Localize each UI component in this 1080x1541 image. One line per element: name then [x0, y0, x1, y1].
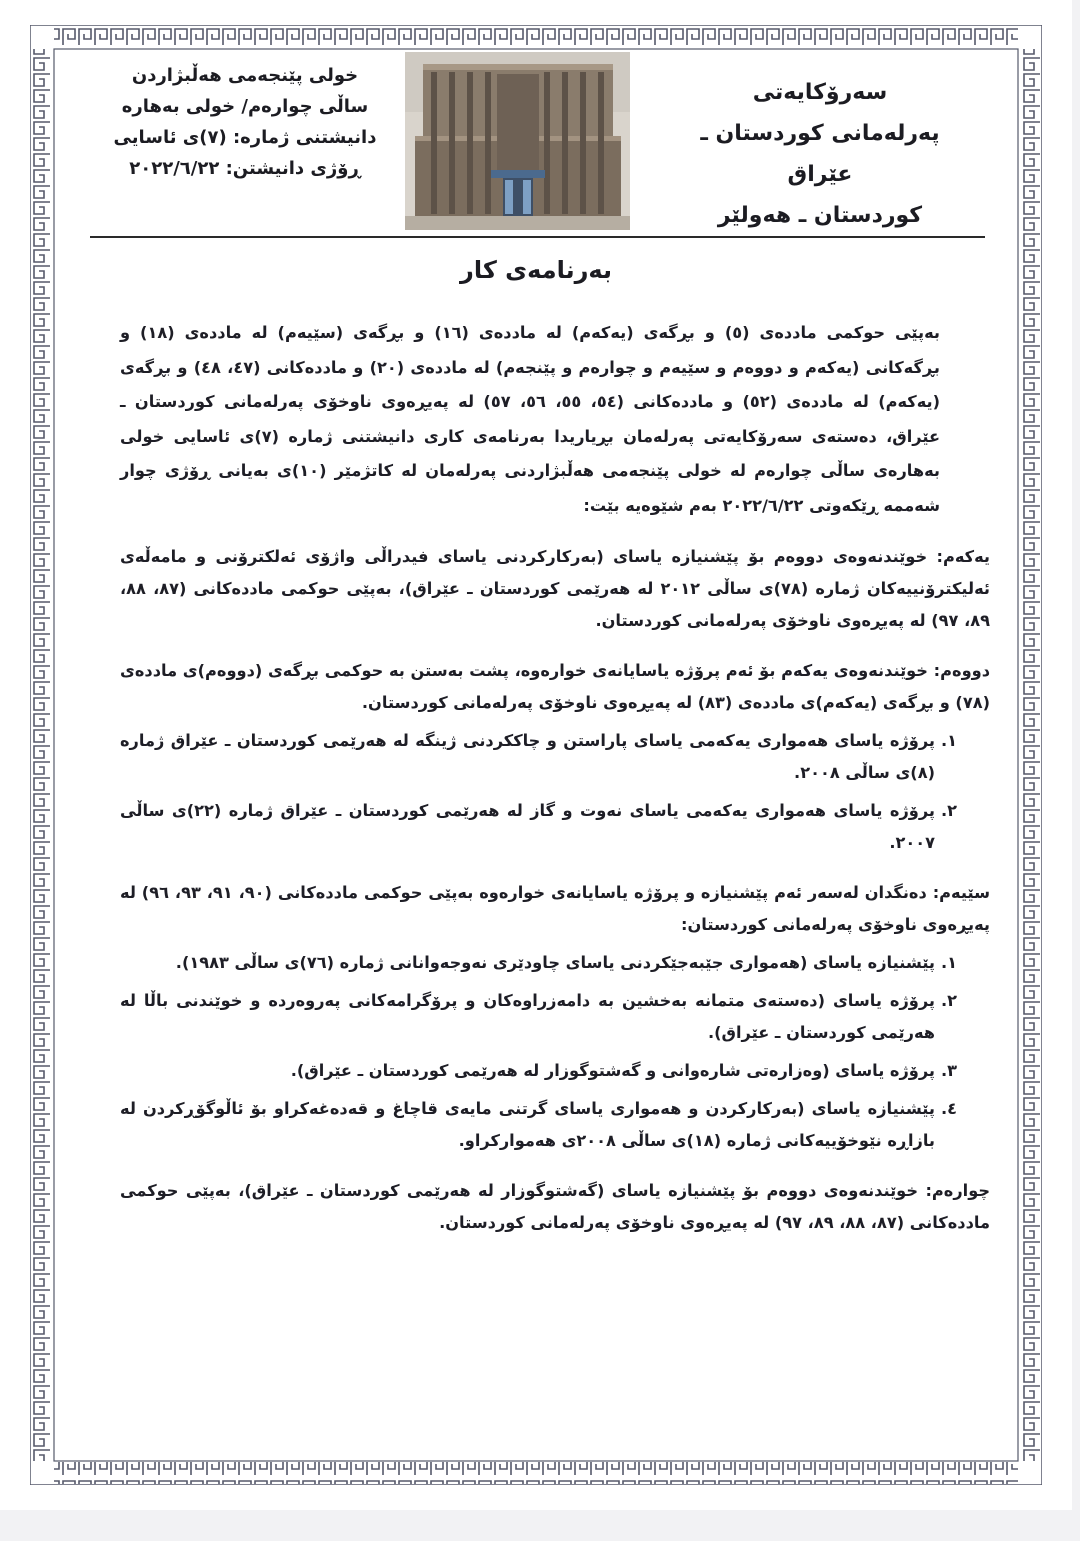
org-presidency: سەرۆکایەتی: [752, 80, 888, 105]
section-text: خوێندنەوەی یەکەم بۆ ئەم پرۆژە یاسایانەی خوارەوە، پشت بەستن بە حوکمی بڕگەی (دووەم)ی ماددەی (٧٨) و بڕگەی (یەکەم)ی ماددەی (٨٣) لە پەیڕەوی ناوخۆی پەرلەمانی کوردستان.: [120, 661, 990, 712]
header-divider: [90, 236, 985, 238]
section-third: [120, 877, 990, 941]
session-info-block: [95, 60, 395, 184]
item-text: پرۆژە یاسای هەمواری یەکەمی یاسای نەوت و گاز لە هەرێمی کوردستان ـ عێراق ژمارە (٢٢)ی ساڵی ٢٠٠٧.: [120, 801, 935, 852]
item-text: پێشنیازە یاسای (بەرکارکردن و هەمواری یاسای گرتنی مایەی قاچاغ و قەدەغەکراو بۆ ئاڵوگۆڕکردن لە بازاڕە نێوخۆییەکانی ژمارە (١٨)ی ساڵی ٢٠٠٨ی هەموارکراو.: [120, 1099, 935, 1150]
item-text: پێشنیازە یاسای (هەمواری جێبەجێکردنی یاسای چاودێری نەوجەوانانی ژمارە (٧٦)ی ساڵی ١٩٨٣).: [175, 953, 935, 972]
item-number: ٣.: [941, 1061, 958, 1080]
section-text: خوێندنەوەی دووەم بۆ پێشنیازە یاسای (بەرکارکردنی یاسای فیدراڵی واژۆی ئەلکترۆنی و مامەڵەی ئەلیکترۆنییەکان ژمارە (٧٨)ی ساڵی ٢٠١٢ لە هەرێمی کوردستان ـ عێراق)، بەپێی حوکمی ماددەکانی (٨٧، ٨٨، ٨٩، ٩٧) لە پەیڕەوی ناوخۆی پەرلەمانی کوردستان.: [120, 547, 990, 630]
agenda-title: بەرنامەی کار: [460, 256, 612, 284]
session-term: خولی پێنجەمی هەڵبژاردن: [131, 65, 359, 86]
list-item: [120, 1055, 990, 1087]
item-number: ١.: [941, 953, 958, 972]
item-number: ١.: [941, 731, 958, 750]
agenda-body: [120, 316, 990, 1239]
letterhead: [70, 50, 1000, 240]
list-item: [120, 725, 990, 789]
section-label: دووەم:: [933, 661, 990, 680]
list-item: [120, 947, 990, 979]
item-number: ٢.: [941, 801, 958, 820]
list-item: [120, 1093, 990, 1157]
list-item: [120, 985, 990, 1049]
section-fourth: [120, 1175, 990, 1239]
session-date: ڕۆژی دانیشتن: ٢٠٢٢/٦/٢٢: [129, 158, 361, 179]
section-label: سێیەم:: [932, 883, 990, 902]
item-number: ٤.: [941, 1099, 958, 1118]
section-text: خوێندنەوەی دووەم بۆ پێشنیازە یاسای (گەشتوگوزار لە هەرێمی کوردستان ـ عێراق)، بەپێی حوکمی ماددەکانی (٨٧، ٨٨، ٨٩، ٩٧) لە پەیڕەوی ناوخۆی پەرلەمانی کوردستان.: [120, 1181, 990, 1232]
intro-paragraph: بەپێی حوکمی ماددەی (٥) و بڕگەی (یەکەم) لە ماددەی (١٦) و بڕگەی (سێیەم) لە ماددەی (١٨) و بڕگەکانی (یەکەم و دووەم و سێیەم و چوارەم و پێنجەم) لە ماددەی (٢٠) و ماددەکانی (٤٧، ٤٨) و بڕگەی (یەکەم) لە ماددەی (٥٢) و ماددەکانی (٥٤، ٥٥، ٥٦، ٥٧) لە پەیڕەوی ناوخۆی پەرلەمانی کوردستان ـ عێراق، دەستەی سەرۆکایەتی پەرلەمان بڕیاریدا بەرنامەی کاری دانیشتنی ژمارە (٧)ی ئاسایی خولی بەهارەی ساڵی چوارەم لە خولی پێنجەمی هەڵبژاردنی پەرلەمان لە کاتژمێر (١٠)ی بەیانی ڕۆژی چوار شەممە ڕێکەوتی ٢٠٢٢/٦/٢٢ بەم شێوەیە بێت:: [120, 323, 941, 515]
session-year: ساڵی چوارەم/ خولی بەهارە: [121, 96, 369, 117]
item-text: پرۆژە یاسای هەمواری یەکەمی یاسای پاراستن و چاککردنی ژینگە لە هەرێمی کوردستان ـ عێراق ژمارە (٨)ی ساڵی ٢٠٠٨.: [120, 731, 935, 782]
list-item: [120, 795, 990, 859]
org-parliament: پەرلەمانی کوردستان ـ عێراق: [700, 121, 940, 187]
section-second: [120, 655, 990, 719]
session-number: دانیشتنی ژمارە: (٧)ی ئاسایی: [113, 127, 377, 148]
parliament-building-image: [405, 52, 630, 230]
item-text: پرۆژە یاسای (دەستەی متمانە بەخشین بە دامەزراوەکان و پرۆگرامەکانی پەروەردە و خوێندنی باڵا لە هەرێمی کوردستان ـ عێراق).: [120, 991, 935, 1042]
item-number: ٢.: [941, 991, 958, 1010]
item-text: پرۆژە یاسای (وەزارەتی شارەوانی و گەشتوگوزار لە هەرێمی کوردستان ـ عێراق).: [290, 1061, 935, 1080]
letterhead-org-block: [670, 72, 970, 236]
section-label: چوارەم:: [925, 1181, 991, 1200]
section-label: یەکەم:: [936, 547, 990, 566]
section-text: دەنگدان لەسەر ئەم پێشنیازە و پرۆژە یاسایانەی خوارەوە بەپێی حوکمی ماددەکانی (٩٠، ٩١، ٩٣، ٩٦) لە پەیڕەوی ناوخۆی پەرلەمانی کوردستان:: [120, 883, 990, 934]
section-first: [120, 541, 990, 637]
org-location: کوردستان ـ هەولێر: [717, 203, 923, 228]
